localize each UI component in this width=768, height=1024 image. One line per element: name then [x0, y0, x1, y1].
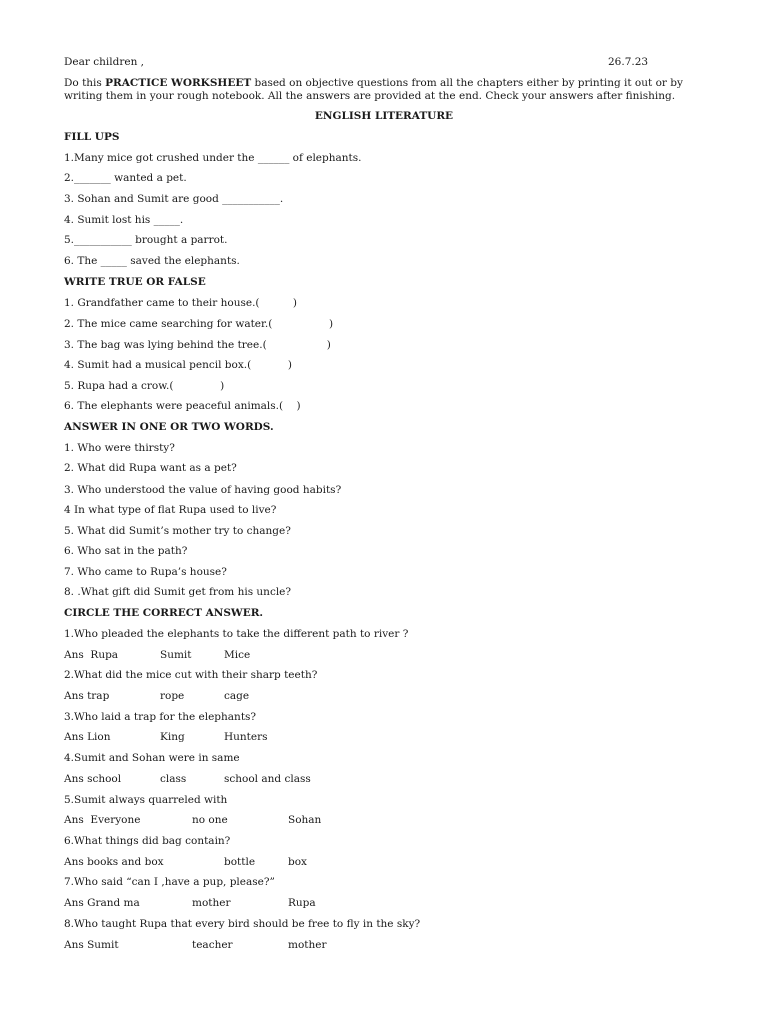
- fill-up-item: 1.Many mice got crushed under the ______ of elephants.: [64, 152, 362, 164]
- mcq-option: bottle: [224, 856, 256, 868]
- true-false-item: 3. The bag was lying behind the tree.( ): [64, 339, 331, 351]
- short-answer-item: 7. Who came to Rupa’s house?: [64, 566, 227, 578]
- mcq-option: Ans Sumit: [64, 939, 119, 951]
- intro-paragraph: [64, 77, 714, 103]
- short-answer-item: 8. .What gift did Sumit get from his uncle?: [64, 586, 292, 598]
- mcq-option: Ans school: [64, 773, 122, 785]
- mcq-question: 3.Who laid a trap for the elephants?: [64, 711, 257, 723]
- mcq-option: Sumit: [160, 649, 192, 661]
- fill-up-item: 2._______ wanted a pet.: [64, 172, 187, 184]
- mcq-question: 6.What things did bag contain?: [64, 835, 231, 847]
- greeting: Dear children ,: [64, 56, 145, 68]
- true-false-item: 1. Grandfather came to their house.( ): [64, 297, 297, 309]
- one-two-words-heading: ANSWER IN ONE OR TWO WORDS.: [64, 421, 274, 433]
- fill-up-item: 6. The _____ saved the elephants.: [64, 255, 240, 267]
- mcq-question: 2.What did the mice cut with their sharp teeth?: [64, 669, 318, 681]
- fill-up-item: 5.___________ brought a parrot.: [64, 234, 228, 246]
- short-answer-item: 2. What did Rupa want as a pet?: [64, 462, 237, 474]
- intro-after: based on objective questions from all the chapters either by printing it out or by writing them in your rough notebook. All the answers are provided at the end. Check your answers after finishing.: [64, 77, 683, 102]
- mcq-option: Mice: [224, 649, 251, 661]
- mcq-option: school and class: [224, 773, 311, 785]
- short-answer-item: 4 In what type of flat Rupa used to live?: [64, 504, 277, 516]
- mcq-option: cage: [224, 690, 250, 702]
- mcq-option: teacher: [192, 939, 233, 951]
- mcq-option: no one: [192, 814, 228, 826]
- fill-up-item: 4. Sumit lost his _____.: [64, 214, 184, 226]
- short-answer-item: 6. Who sat in the path?: [64, 545, 188, 557]
- true-false-item: 6. The elephants were peaceful animals.( ): [64, 400, 301, 412]
- mcq-option: mother: [192, 897, 231, 909]
- intro-before: Do this: [64, 77, 106, 89]
- mcq-option: King: [160, 731, 185, 743]
- mcq-question: 5.Sumit always quarreled with: [64, 794, 228, 806]
- intro-bold: PRACTICE WORKSHEET: [105, 77, 252, 89]
- mcq-option: Ans Rupa: [64, 649, 119, 661]
- short-answer-item: 5. What did Sumit’s mother try to change?: [64, 525, 291, 537]
- mcq-option: Hunters: [224, 731, 268, 743]
- circle-heading: CIRCLE THE CORRECT ANSWER.: [64, 607, 264, 619]
- date: 26.7.23: [608, 56, 649, 68]
- mcq-question: 7.Who said “can I ,have a pup, please?”: [64, 876, 275, 888]
- true-false-item: 5. Rupa had a crow.( ): [64, 380, 225, 392]
- true-false-item: 2. The mice came searching for water.( ): [64, 318, 334, 330]
- fill-ups-heading: FILL UPS: [64, 131, 120, 143]
- mcq-option: Ans Grand ma: [64, 897, 140, 909]
- page-title: ENGLISH LITERATURE: [314, 110, 454, 122]
- mcq-option: mother: [288, 939, 327, 951]
- mcq-option: class: [160, 773, 187, 785]
- mcq-question: 1.Who pleaded the elephants to take the different path to river ?: [64, 628, 409, 640]
- mcq-question: 8.Who taught Rupa that every bird should be free to fly in the sky?: [64, 918, 421, 930]
- mcq-option: Rupa: [288, 897, 316, 909]
- short-answer-item: 3. Who understood the value of having good habits?: [64, 484, 342, 496]
- fill-up-item: 3. Sohan and Sumit are good ___________.: [64, 193, 284, 205]
- mcq-option: box: [288, 856, 307, 868]
- true-false-item: 4. Sumit had a musical pencil box.( ): [64, 359, 293, 371]
- mcq-option: Sohan: [288, 814, 322, 826]
- mcq-option: Ans Lion: [64, 731, 111, 743]
- mcq-option: Ans books and box: [64, 856, 164, 868]
- mcq-option: rope: [160, 690, 185, 702]
- true-false-heading: WRITE TRUE OR FALSE: [64, 276, 206, 288]
- mcq-question: 4.Sumit and Sohan were in same: [64, 752, 240, 764]
- short-answer-item: 1. Who were thirsty?: [64, 442, 175, 454]
- mcq-option: Ans Everyone: [64, 814, 141, 826]
- mcq-option: Ans trap: [64, 690, 110, 702]
